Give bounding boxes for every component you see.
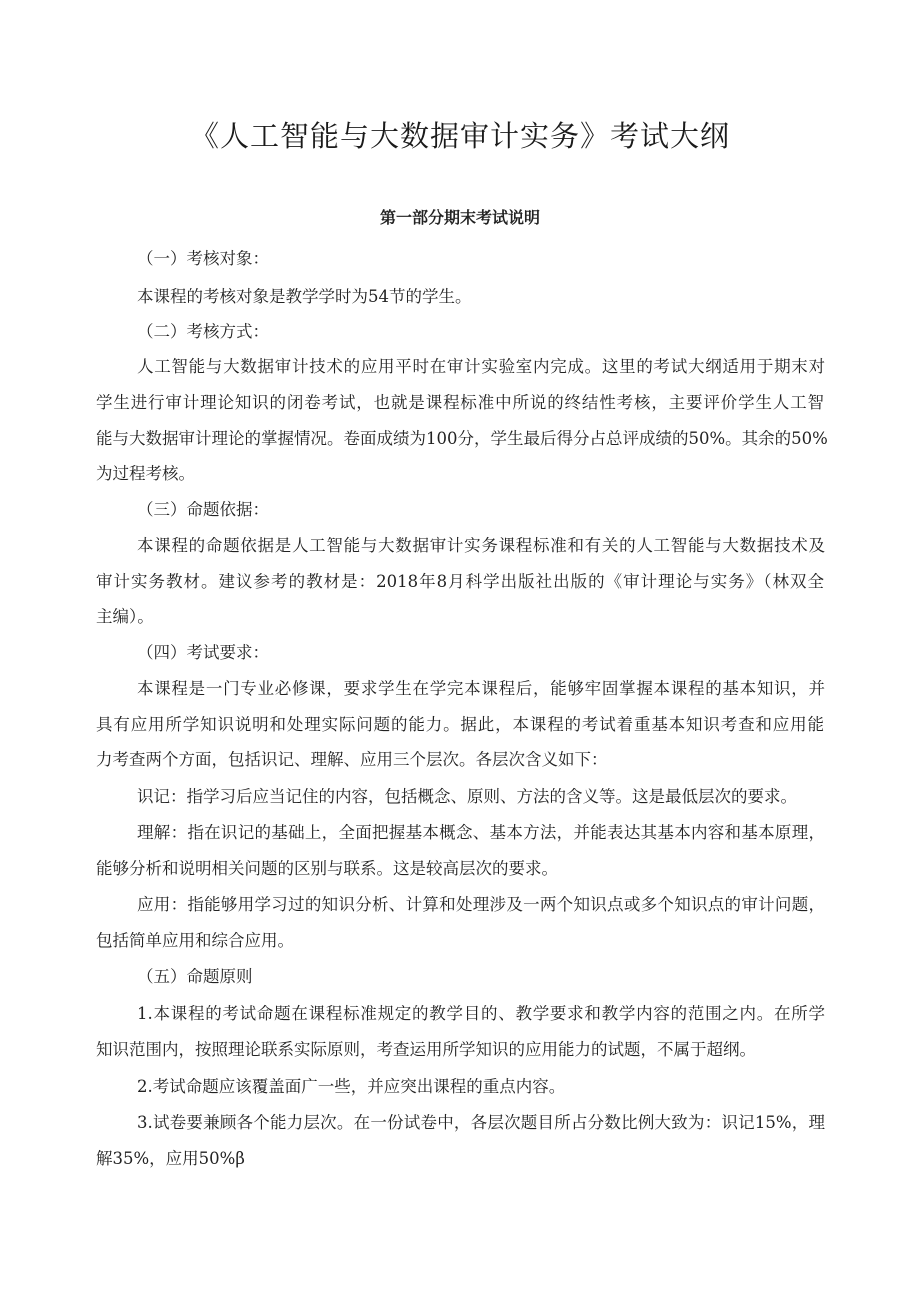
part-title: 第一部分期末考试说明 bbox=[379, 208, 540, 227]
paragraph-line: 解35%，应用50%β bbox=[96, 1149, 245, 1168]
paragraph-line: 力考查两个方面，包括识记、理解、应用三个层次。各层次含义如下： bbox=[96, 750, 608, 769]
section-heading: （四）考试要求： bbox=[137, 643, 269, 662]
paragraph-line: 审计实务教材。建议参考的教材是：2018年8月科学出版社出版的《审计理论与实务》（林双全 bbox=[96, 572, 824, 591]
paragraph-line: 为过程考核。 bbox=[96, 464, 195, 483]
paragraph-line: 1.本课程的考试命题在课程标准规定的教学目的、教学要求和教学内容的范围之内。在所学 bbox=[137, 1004, 825, 1023]
paragraph-line: 能够分析和说明相关问题的区别与联系。这是较高层次的要求。 bbox=[96, 859, 558, 878]
paragraph-line: 本课程的命题依据是人工智能与大数据审计实务课程标准和有关的人工智能与大数据技术及 bbox=[137, 536, 825, 555]
paragraph-line: 2.考试命题应该覆盖面广一些，并应突出课程的重点内容。 bbox=[137, 1077, 566, 1096]
paragraph-line: 包括简单应用和综合应用。 bbox=[96, 931, 294, 950]
paragraph-line: 能与大数据审计理论的掌握情况。卷面成绩为100分，学生最后得分占总评成绩的50%。其余的50% bbox=[96, 429, 828, 448]
paragraph-line: 应用：指能够用学习过的知识分析、计算和处理涉及一两个知识点或多个知识点的审计问题， bbox=[137, 895, 825, 914]
paragraph-line: 学生进行审计理论知识的闭卷考试，也就是课程标准中所说的终结性考核，主要评价学生人工智 bbox=[96, 393, 824, 412]
section-heading: （五）命题原则 bbox=[137, 967, 253, 986]
paragraph-line: 理解：指在识记的基础上，全面把握基本概念、基本方法，并能表达其基本内容和基本原理， bbox=[137, 823, 825, 842]
document-title: 《人工智能与大数据审计实务》考试大纲 bbox=[189, 119, 730, 153]
paragraph-line: 知识范围内，按照理论联系实际原则，考查运用所学知识的应用能力的试题，不属于超纲。 bbox=[96, 1040, 756, 1059]
paragraph-line: 具有应用所学知识说明和处理实际问题的能力。据此，本课程的考试着重基本知识考查和应用能 bbox=[96, 715, 824, 734]
paragraph-line: 识记：指学习后应当记住的内容，包括概念、原则、方法的含义等。这是最低层次的要求。 bbox=[137, 787, 797, 806]
paragraph-line: 主编）。 bbox=[96, 607, 154, 626]
paragraph-line: 人工智能与大数据审计技术的应用平时在审计实验室内完成。这里的考试大纲适用于期末对 bbox=[137, 357, 825, 376]
paragraph-line: 本课程的考核对象是教学学时为54节的学生。 bbox=[137, 287, 472, 306]
section-heading: （二）考核方式： bbox=[137, 322, 269, 341]
section-heading: （三）命题依据： bbox=[137, 500, 269, 519]
paragraph-line: 本课程是一门专业必修课，要求学生在学完本课程后，能够牢固掌握本课程的基本知识，并 bbox=[137, 679, 825, 698]
paragraph-line: 3.试卷要兼顾各个能力层次。在一份试卷中，各层次题目所占分数比例大致为：识记15%，理 bbox=[137, 1113, 825, 1132]
section-heading: （一）考核对象： bbox=[137, 249, 269, 268]
